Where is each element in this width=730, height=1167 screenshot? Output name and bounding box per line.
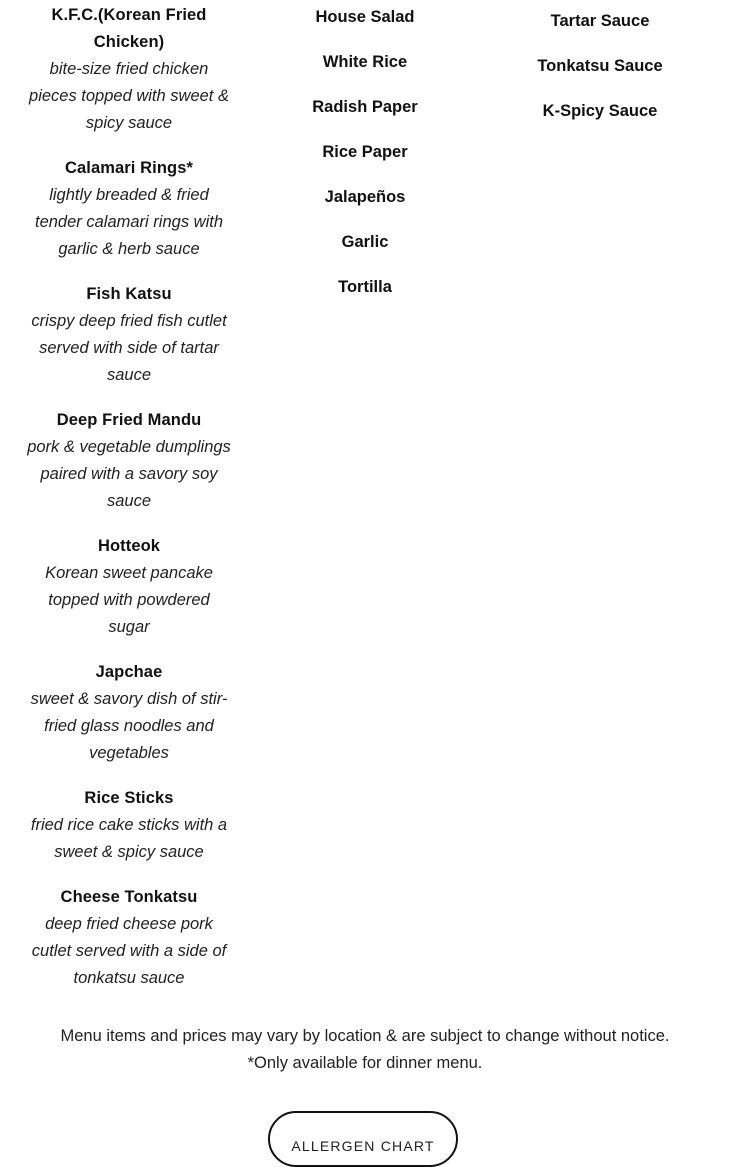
menu-item-name: Fish Katsu [86,285,172,303]
sauce-item: K-Spicy Sauce [542,102,658,120]
side-item: Rice Paper [322,143,408,161]
menu-item-name: Hotteok [97,537,161,555]
menu-item [26,785,232,866]
side-item: White Rice [322,53,408,71]
side-item: Garlic [341,233,389,251]
menu-item-description: Korean sweet pancake topped with powdered sugar [45,564,213,636]
appetizers-column [26,2,232,1010]
dinner-note: *Only available for dinner menu. [247,1054,483,1072]
sauce-item: Tonkatsu Sauce [537,57,663,75]
sauce-item: Tartar Sauce [550,12,650,30]
menu-item-description: fried rice cake sticks with a sweet & spicy sauce [30,816,228,861]
allergen-chart-button[interactable]: ALLERGEN CHART [268,1111,458,1167]
menu-item-name: Cheese Tonkatsu [60,888,198,906]
menu-item [26,2,232,137]
menu-item [26,155,232,263]
menu-item-description: pork & vegetable dumplings paired with a savory soy sauce [27,438,231,510]
menu-item-description: lightly breaded & fried tender calamari rings with garlic & herb sauce [35,186,223,258]
menu-item [26,659,232,767]
menu-item [26,281,232,389]
menu-item-name: K.F.C.(Korean Fried Chicken) [51,6,207,51]
sauces-column [500,8,700,143]
menu-item [26,884,232,992]
side-item: Radish Paper [312,98,418,116]
menu-item-name: Japchae [95,663,163,681]
menu-item-name: Rice Sticks [84,789,174,807]
menu-item-description: bite-size fried chicken pieces topped with sweet & spicy sauce [29,60,229,132]
side-item: House Salad [315,8,415,26]
menu-item-name: Deep Fried Mandu [56,411,202,429]
menu-item-name: Calamari Rings* [64,159,194,177]
menu-item [26,533,232,641]
menu-item-description: crispy deep fried fish cutlet served with side of tartar sauce [31,312,227,384]
menu-item-description: deep fried cheese pork cutlet served with a side of tonkatsu sauce [31,915,227,987]
sides-column [262,4,468,319]
side-item: Jalapeños [324,188,406,206]
menu-item-description: sweet & savory dish of stir-fried glass noodles and vegetables [30,690,228,762]
price-notice: Menu items and prices may vary by location & are subject to change without notice. [60,1027,670,1045]
menu-item [26,407,232,515]
menu-footer [0,1023,730,1077]
side-item: Tortilla [338,278,392,296]
